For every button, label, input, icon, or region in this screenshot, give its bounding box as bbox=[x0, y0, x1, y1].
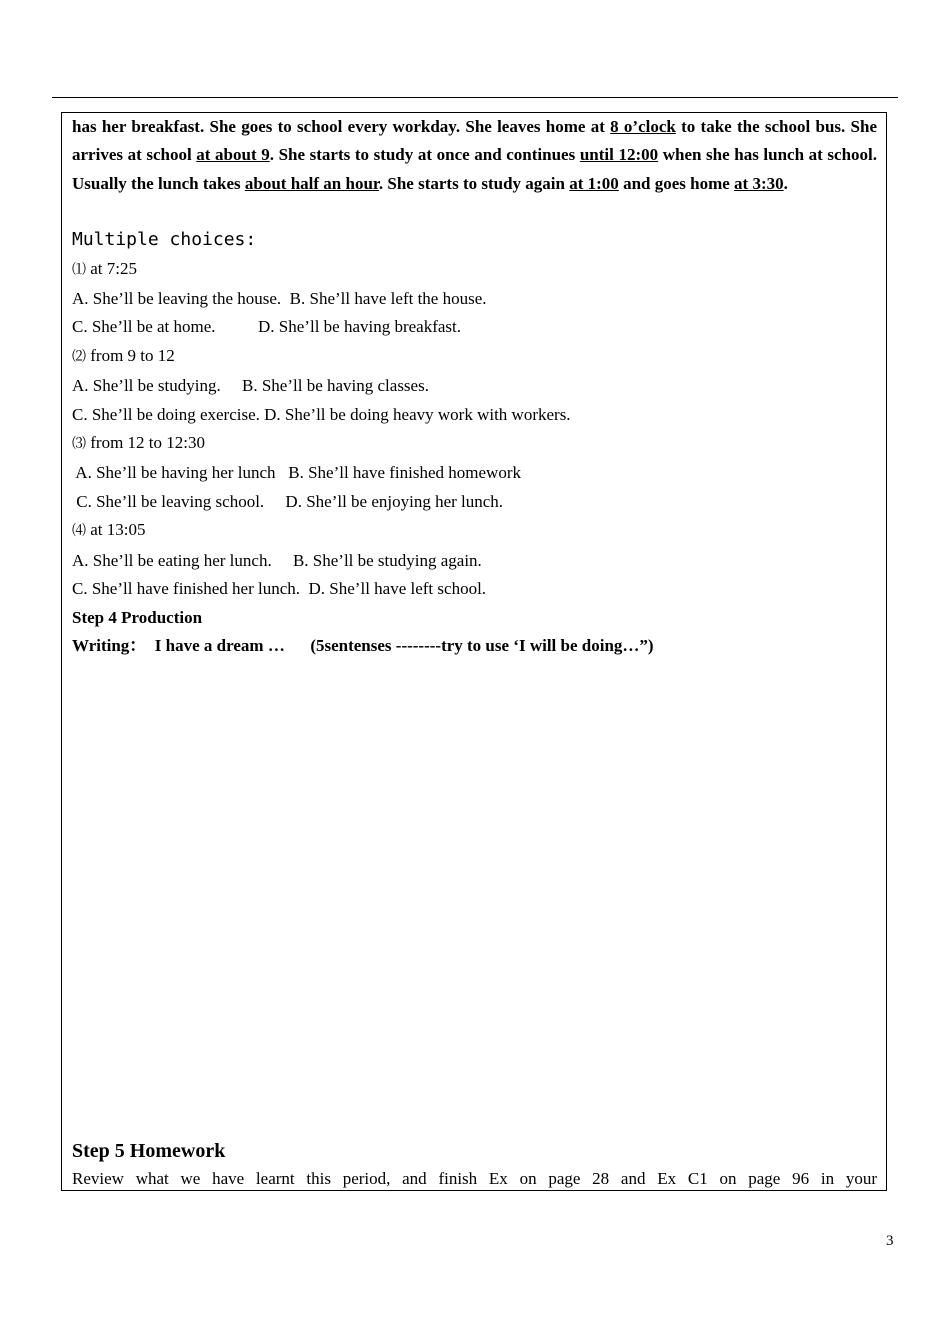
option-line: C. She’ll be doing exercise. D. She’ll be doing heavy work with workers. bbox=[72, 404, 571, 424]
question-prompt bbox=[72, 429, 877, 459]
question-number: ⑷ bbox=[72, 524, 86, 540]
content-body bbox=[72, 113, 877, 660]
homework-text: Review what we have learnt this period, and finish Ex on page 28 and Ex C1 on page 96 in your bbox=[72, 1169, 877, 1188]
option-line: A. She’ll be having her lunch B. She’ll have finished homework bbox=[72, 463, 521, 483]
paragraph-text: to take the school bus. She arrives at school bbox=[72, 117, 877, 165]
question-4 bbox=[72, 516, 877, 603]
writing-prompt: Writing： I have a dream … (5sentenses --------try to use ‘I will be doing…”) bbox=[72, 635, 654, 655]
option-line: A. She’ll be studying. B. She’ll be having classes. bbox=[72, 376, 429, 396]
question-prompt bbox=[72, 255, 877, 285]
question-text: from 12 to 12:30 bbox=[86, 433, 205, 453]
option-line: C. She’ll be at home. D. She’ll be having breakfast. bbox=[72, 317, 462, 337]
question-1 bbox=[72, 255, 877, 342]
header-rule bbox=[52, 97, 898, 98]
paragraph-text: and goes home bbox=[618, 173, 735, 193]
underlined-time: 8 o’clock bbox=[610, 117, 676, 136]
underlined-time: at 3:30 bbox=[734, 173, 784, 193]
underlined-time: about half an hour bbox=[244, 173, 379, 193]
paragraph-text: . bbox=[783, 173, 788, 193]
question-number: ⑶ bbox=[72, 437, 86, 453]
question-2 bbox=[72, 342, 877, 429]
paragraph-text: when she has lunch at school. Usually the lunch takes bbox=[72, 145, 877, 193]
paragraph-text: . She starts to study at once and continues bbox=[269, 145, 580, 165]
page-number: 3 bbox=[886, 1233, 894, 1249]
option-line: C. She’ll have finished her lunch. D. She’ll have left school. bbox=[72, 579, 487, 599]
question-text: at 7:25 bbox=[86, 258, 137, 278]
question-number: ⑴ bbox=[72, 262, 86, 278]
question-3 bbox=[72, 429, 877, 516]
option-line: C. She’ll be leaving school. D. She’ll be enjoying her lunch. bbox=[72, 491, 504, 511]
question-prompt bbox=[72, 342, 877, 372]
option-line: A. She’ll be leaving the house. B. She’ll have left the house. bbox=[72, 289, 487, 309]
underlined-time: at about 9 bbox=[196, 145, 270, 165]
question-text: at 13:05 bbox=[86, 520, 146, 540]
underlined-time: at 1:00 bbox=[569, 173, 619, 193]
multiple-choice-title: Multiple choices: bbox=[72, 229, 257, 251]
content-frame bbox=[61, 112, 887, 1191]
underlined-time: until 12:00 bbox=[579, 145, 659, 165]
question-text: from 9 to 12 bbox=[86, 345, 175, 365]
step4-heading: Step 4 Production bbox=[72, 607, 203, 627]
schedule-paragraph bbox=[72, 113, 877, 198]
option-line: A. She’ll be eating her lunch. B. She’ll be studying again. bbox=[72, 550, 482, 570]
question-prompt bbox=[72, 516, 877, 546]
paragraph-text: has her breakfast. She goes to school every workday. She leaves home at bbox=[72, 117, 611, 136]
step5-heading: Step 5 Homework bbox=[72, 1140, 226, 1162]
question-number: ⑵ bbox=[72, 349, 86, 365]
paragraph-text: . She starts to study again bbox=[378, 173, 570, 193]
